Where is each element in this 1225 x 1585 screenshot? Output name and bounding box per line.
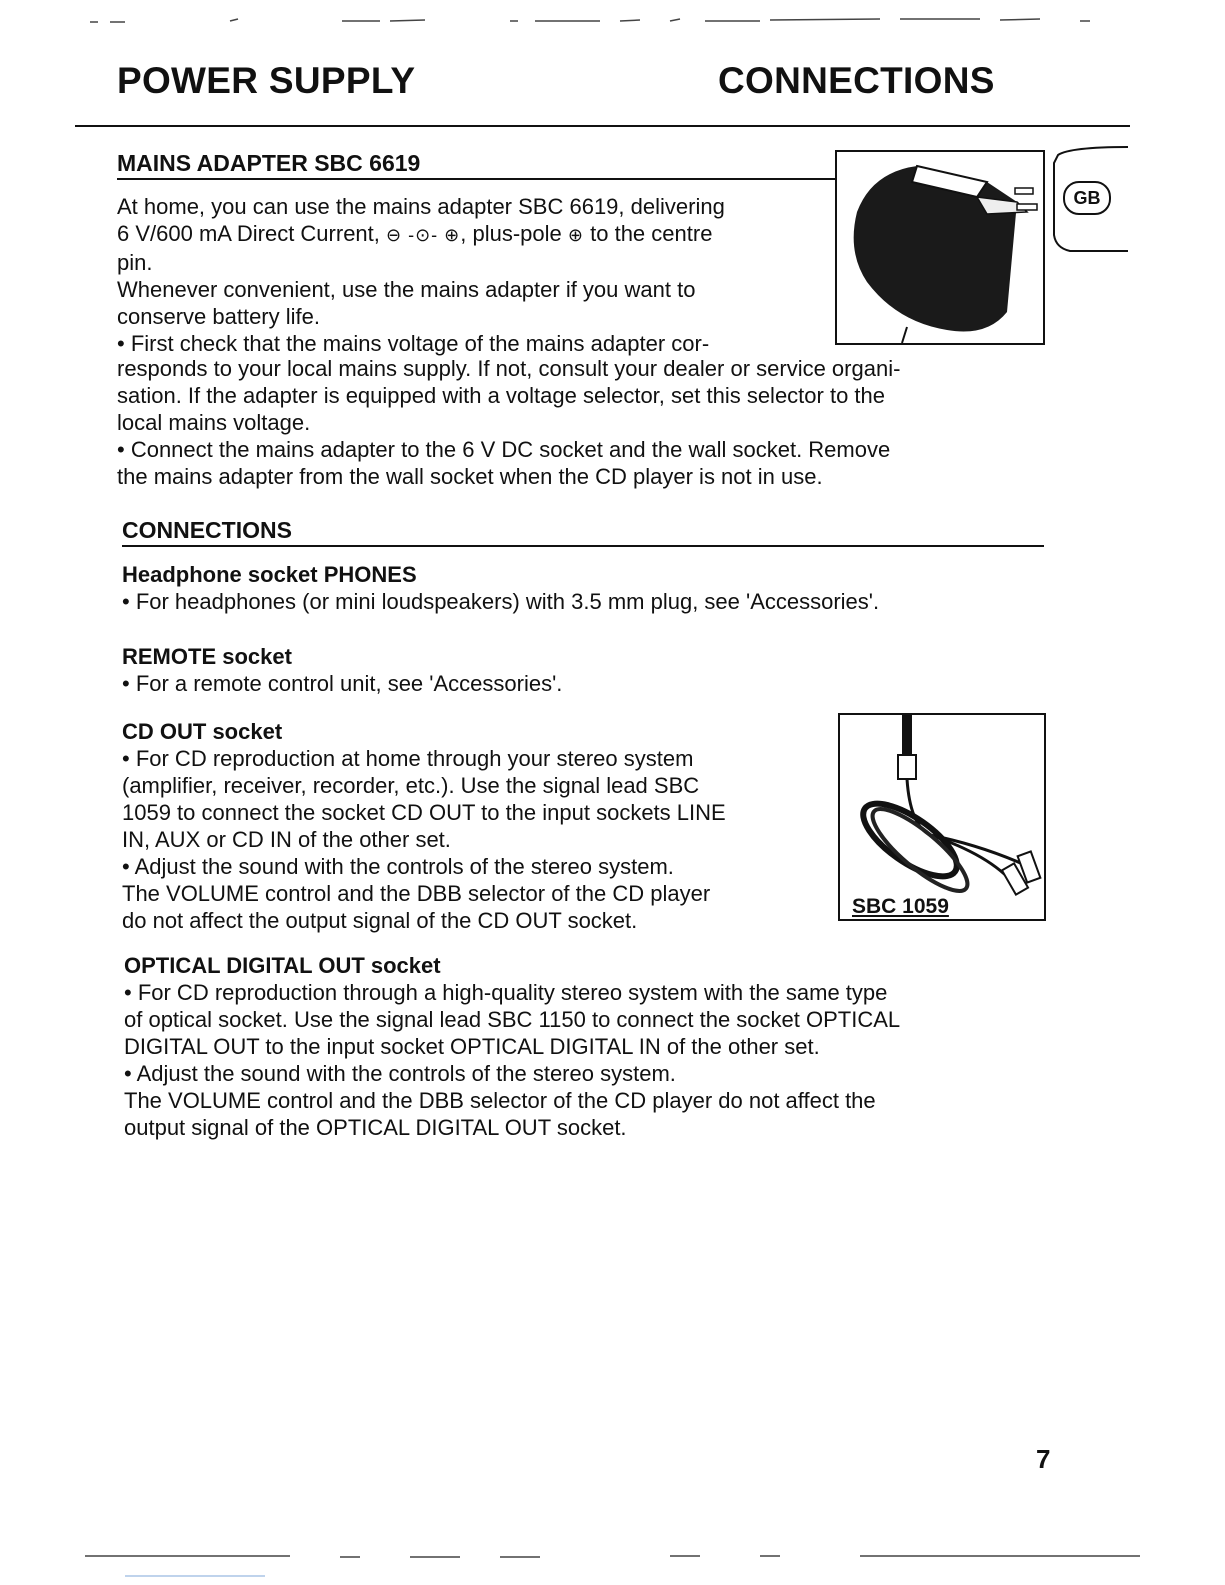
cdout-block — [122, 718, 834, 934]
cdout-line3: 1059 to connect the socket CD OUT to the input sockets LINE — [122, 800, 726, 825]
scan-noise-bottom — [80, 1548, 1140, 1585]
mains-adapter-intro — [117, 193, 827, 357]
polarity-symbol: ⊖ -⊙- ⊕ — [386, 225, 461, 245]
language-tab — [1050, 143, 1130, 253]
mains-bullet1-line4: local mains voltage. — [117, 410, 311, 435]
mains-bullet2-line1: • Connect the mains adapter to the 6 V DC socket and the wall socket. Remove — [117, 437, 891, 462]
signal-lead-illustration — [840, 715, 1044, 919]
gb-language-badge: GB — [1063, 181, 1111, 215]
mains-intro-line2 — [117, 220, 827, 249]
optical-line4: • Adjust the sound with the controls of the stereo system. — [124, 1061, 676, 1086]
page-header-right: CONNECTIONS — [718, 60, 995, 101]
header-rule — [75, 125, 1130, 127]
cdout-line7: do not affect the output signal of the CD OUT socket. — [122, 908, 638, 933]
cdout-line6: The VOLUME control and the DBB selector of the CD player — [122, 881, 711, 906]
optical-line6: output signal of the OPTICAL DIGITAL OUT socket. — [124, 1115, 627, 1140]
cdout-heading: CD OUT socket — [122, 719, 283, 744]
plus-pole-text: , plus-pole — [460, 221, 562, 246]
remote-block — [122, 643, 1032, 697]
mains-adapter-instructions — [117, 355, 1037, 490]
optical-line3: DIGITAL OUT to the input socket OPTICAL DIGITAL IN of the other set. — [124, 1034, 820, 1059]
mains-adapter-photo — [835, 150, 1045, 345]
mains-bullet1-line3: sation. If the adapter is equipped with a voltage selector, set this selector to the — [117, 383, 886, 408]
scan-noise-top — [80, 6, 1130, 26]
optical-heading: OPTICAL DIGITAL OUT socket — [124, 953, 441, 978]
cdout-line2: (amplifier, receiver, recorder, etc.). Use the signal lead SBC — [122, 773, 700, 798]
mains-intro-line3: pin. — [117, 250, 153, 275]
mains-intro-line1: At home, you can use the mains adapter SBC 6619, delivering — [117, 194, 725, 219]
centre-text: to the centre — [590, 221, 713, 246]
remote-text: • For a remote control unit, see 'Accessories'. — [122, 671, 563, 696]
cdout-line1: • For CD reproduction at home through your stereo system — [122, 746, 694, 771]
mains-current-spec: 6 V/600 mA Direct Current, — [117, 221, 380, 246]
mains-adapter-illustration — [837, 152, 1043, 343]
mains-conserve-line2: conserve battery life. — [117, 304, 320, 329]
page-header-left: POWER SUPPLY — [117, 60, 416, 101]
signal-lead-label: SBC 1059 — [852, 895, 949, 918]
phones-text: • For headphones (or mini loudspeakers) with 3.5 mm plug, see 'Accessories'. — [122, 589, 880, 614]
phones-heading: Headphone socket PHONES — [122, 562, 417, 587]
mains-bullet1-line2: responds to your local mains supply. If not, consult your dealer or service organi- — [117, 356, 901, 381]
optical-line1: • For CD reproduction through a high-quality stereo system with the same type — [124, 980, 888, 1005]
optical-line2: of optical socket. Use the signal lead SBC 1150 to connect the socket OPTICAL — [124, 1007, 901, 1032]
signal-lead-photo — [838, 713, 1046, 921]
cdout-line5: • Adjust the sound with the controls of the stereo system. — [122, 854, 674, 879]
optical-block — [124, 952, 1034, 1141]
phones-block — [122, 561, 1032, 615]
section-title-connections: CONNECTIONS — [122, 517, 1044, 547]
mains-bullet1-line1: • First check that the mains voltage of the mains adapter cor- — [117, 331, 710, 356]
plus-pole-symbol: ⊕ — [567, 225, 584, 245]
mains-bullet2-line2: the mains adapter from the wall socket when the CD player is not in use. — [117, 464, 823, 489]
page-number: 7 — [1036, 1444, 1051, 1474]
section-title-mains-adapter: MAINS ADAPTER SBC 6619 — [117, 150, 837, 180]
mains-conserve-line1: Whenever convenient, use the mains adapter if you want to — [117, 277, 696, 302]
remote-heading: REMOTE socket — [122, 644, 292, 669]
cdout-line4: IN, AUX or CD IN of the other set. — [122, 827, 451, 852]
optical-line5: The VOLUME control and the DBB selector of the CD player do not affect the — [124, 1088, 876, 1113]
